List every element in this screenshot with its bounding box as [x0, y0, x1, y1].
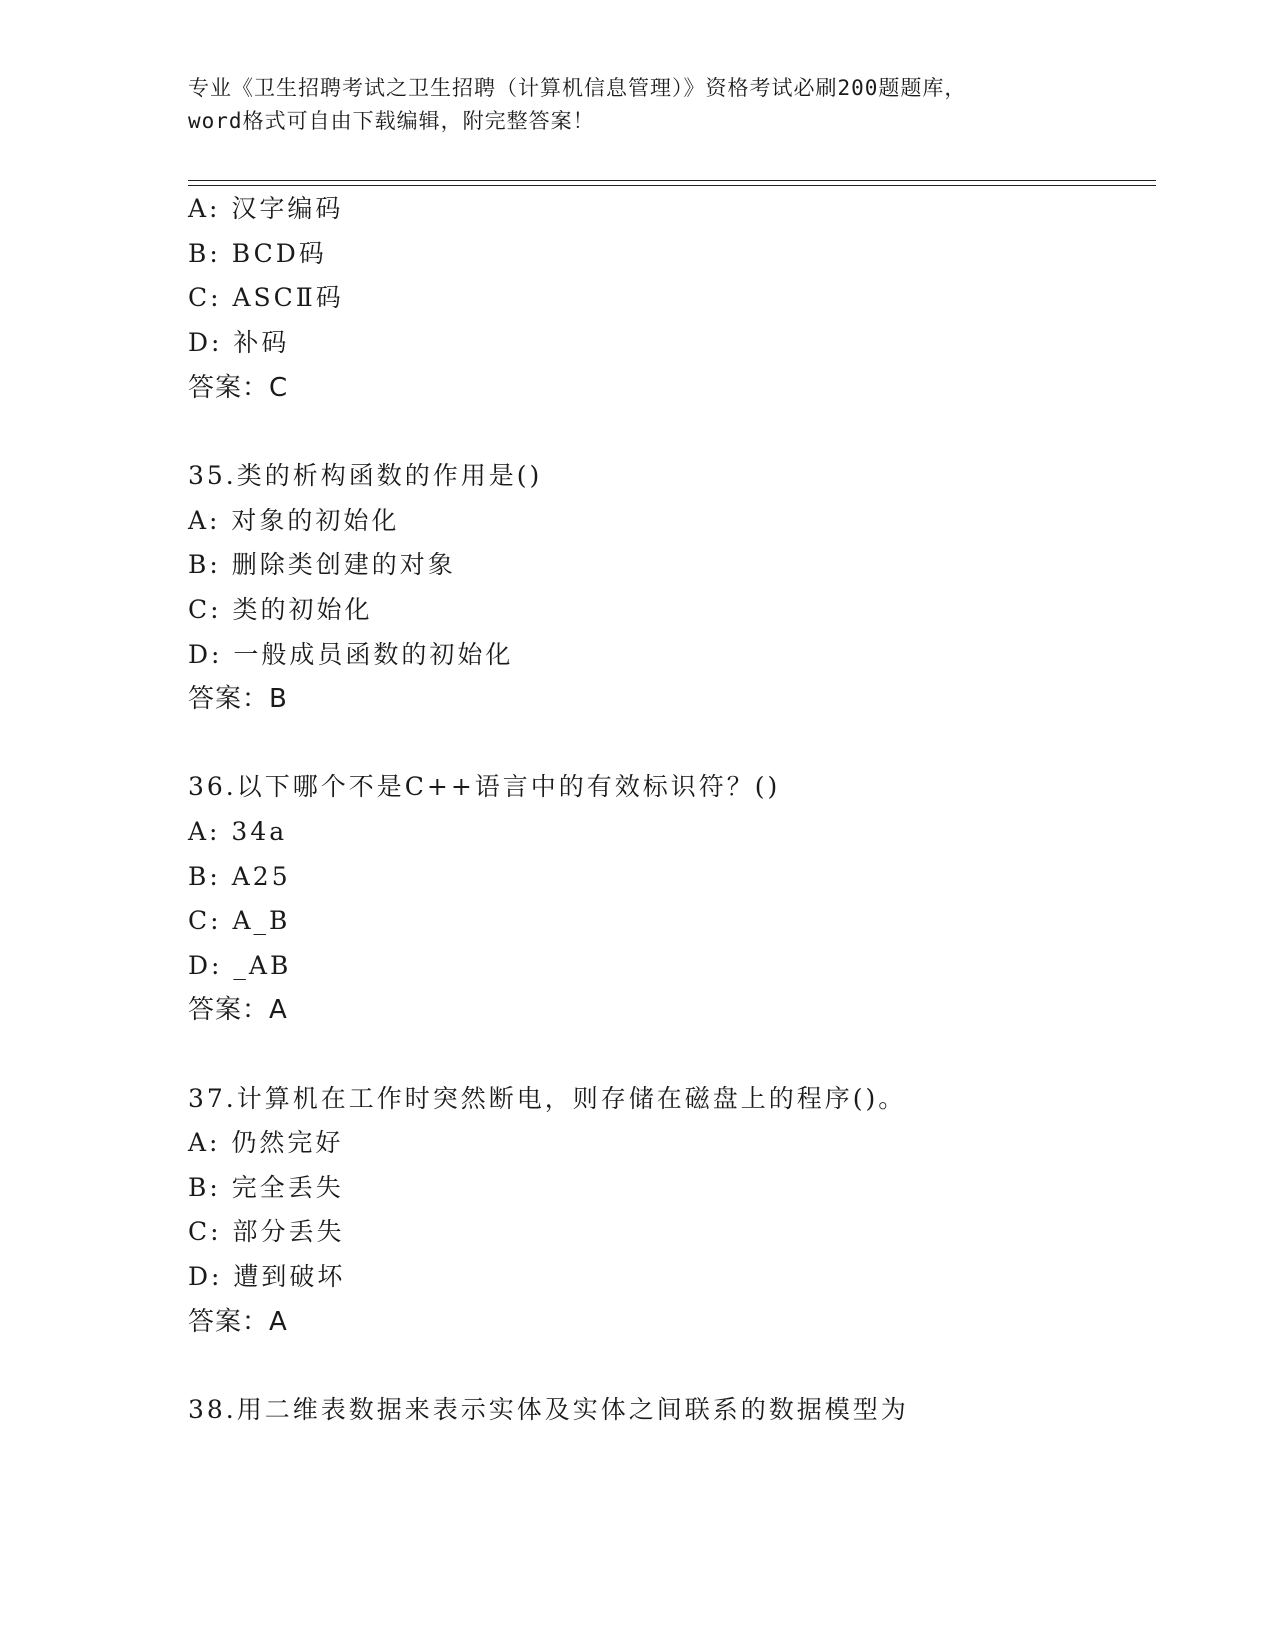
q35-option-d: D: 一般成员函数的初始化 [188, 640, 514, 669]
q37-option-b: B: 完全丢失 [188, 1173, 344, 1202]
q37-answer: 答案：A [188, 1307, 288, 1337]
q34-option-d: D: 补码 [188, 328, 290, 357]
q37-question: 37.计算机在工作时突然断电，则存储在磁盘上的程序()。 [188, 1084, 907, 1113]
q34-option-c: C: ASCⅡ码 [188, 283, 344, 312]
q36-option-a: A: 34a [188, 817, 288, 846]
q38-question: 38.用二维表数据来表示实体及实体之间联系的数据模型为 [188, 1395, 909, 1424]
q35-question: 35.类的析构函数的作用是() [188, 461, 543, 490]
q34-answer: 答案：C [188, 373, 289, 403]
q36-answer: 答案：A [188, 995, 288, 1025]
q36-option-b: B: A25 [188, 862, 291, 891]
header-divider-bottom [188, 185, 1156, 186]
q35-option-a: A: 对象的初始化 [188, 506, 400, 535]
q37-option-a: A: 仍然完好 [188, 1128, 344, 1157]
header-title-line-1: 专业《卫生招聘考试之卫生招聘（计算机信息管理）》资格考试必刷200题题库， [188, 76, 967, 100]
q37-option-c: C: 部分丢失 [188, 1217, 345, 1246]
q35-option-c: C: 类的初始化 [188, 595, 373, 624]
q34-option-b: B: BCD码 [188, 239, 327, 268]
q36-option-d: D: _AB [188, 951, 292, 980]
q35-option-b: B: 删除类创建的对象 [188, 550, 456, 579]
header-divider-top [188, 180, 1156, 181]
q37-option-d: D: 遭到破坏 [188, 1262, 346, 1291]
document-header [188, 72, 1088, 138]
header-title-line-2: word格式可自由下载编辑，附完整答案！ [188, 109, 595, 133]
q36-option-c: C: A_B [188, 906, 291, 935]
q34-option-a: A: 汉字编码 [188, 194, 344, 223]
q35-answer: 答案：B [188, 684, 288, 714]
q36-question: 36.以下哪个不是C++语言中的有效标识符？() [188, 772, 781, 801]
